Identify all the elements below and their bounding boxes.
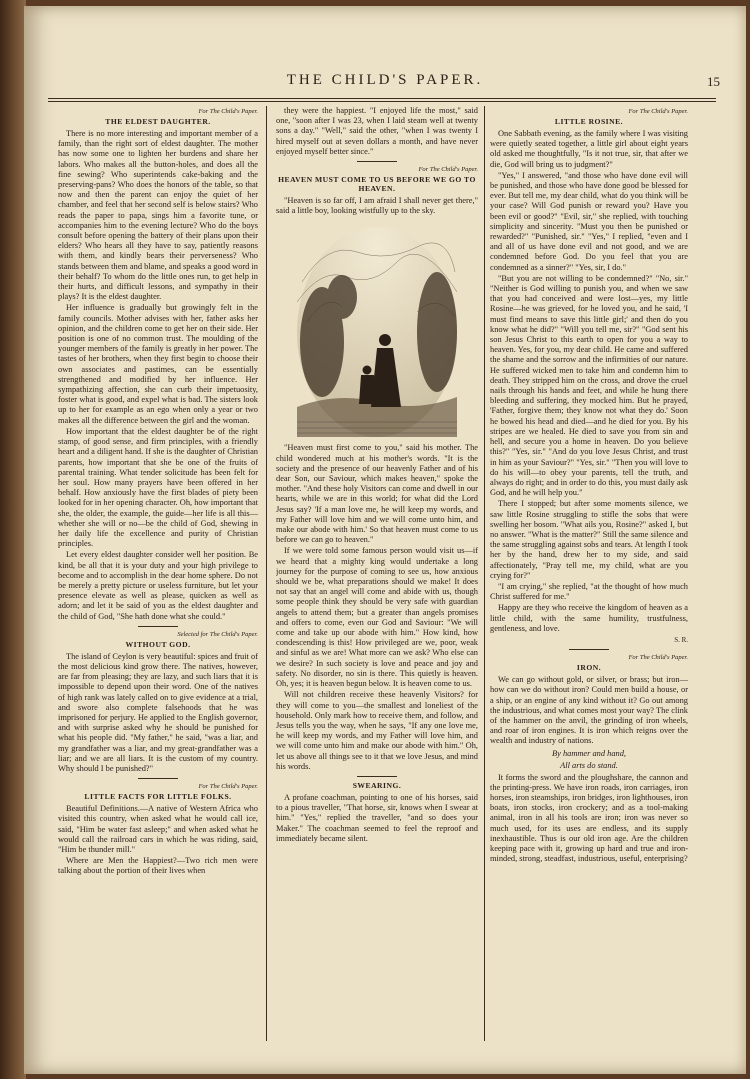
article-paragraph: Her influence is gradually but growingly felt in the family councils. Mother advises with her, father asks her opinion, and the children come to get her on their side. Her position is one of no common trust. The moulding of the younger members of the family is greatly in her power. The tastes of her brothers, when they first begin to choose their own associates and pastimes, can be essentially strengthened and modified by her influence. Her sympathizing affection, she can curb their impetuosity, foster what is good, and expel what is bad. The sisters look up to her for example as an ego when only a year or two makes all the difference between the girl and the woman.: [58, 303, 258, 425]
article-separator: [357, 161, 397, 162]
article-paragraph: "Yes," I answered, "and those who have done evil will be punished, and those who have done good be blessed for ever. But tell me, my dear child, what do you think will be your case? Will God punish or reward you? Have you been evil or good?" "Evil, sir," she replied, with touching simplicity and sincerity. "Must you then be punished or rewarded?" "Punished, sir." "Yes," I replied, "even and I and all of us have done evil and not good, and we are condemned before God. Do you feel that you are condemned as a sinner?" "Yes, sir, I do.": [490, 170, 688, 272]
article-paragraph: There is no more interesting and important member of a family, than the right sort of eldest daughter. The mother has now some one to lighten her burdens and share her labors. Who makes all the button-holes, and does all the fine sewing? Who superintends cake-baking and the preserving-pans? Who does the honors of the table, so that now and then the parent can enjoy the quiet of her chamber, and feel that her second self is below stairs? Who reads the paper to papa, sings him a favorite tune, or accompanies him to the evening lecture? Who do the boys consult before opening the battery of their plans upon their elders? Who hears all they have to say, patiently reasons with them, and kindly bears their perverseness? Who stands between them and blame, and speaks a good word in their behalf? To whom do the little ones run, to get help in their hurts, and difficult lessons, and sympathy in their plays? It is the eldest daughter.: [58, 129, 258, 302]
article-heading: THE ELDEST DAUGHTER.: [105, 117, 211, 126]
article-separator: [357, 776, 397, 777]
article-paragraph: Beautiful Definitions.—A native of Western Africa who visited this country, when asked what he would call ice, said, "Him be water fast asleep;" and when asked what he would call the railroad cars in which he was riding, said, "Him be thunder mill.": [58, 804, 258, 854]
article-paragraph: There I stopped; but after some moments silence, we saw little Rosine struggling to stifle the sobs that were swelling her bosom. "What ails you, Rosine?" asked I, but no answer. "What is the matter?" Still the same silence and the same struggling against sobs and tears. At length I took her by the hand, drew her to my side, and said affectionately, "Pray tell me, my child, what are you crying for?": [490, 499, 688, 580]
article-paragraph: We can go without gold, or silver, or brass; but iron—how can we do without iron? Could men build a house, or a ship, or an engine of any kind without it? Go out among the industrious, and what comes most your way? The clink of the hammer on the anvil, the grinding of iron wheels, and roar of iron engines. It is iron which reigns over the wealth and industry of nations.: [490, 675, 688, 746]
masthead-rule-double: [48, 101, 716, 102]
article-paragraph: Where are Men the Happiest?—Two rich men were talking about the portion of their lives when: [58, 856, 258, 876]
credit-line: For The Child's Paper.: [198, 108, 258, 115]
engraving-illustration: [297, 222, 457, 437]
book-binding: [0, 0, 26, 1079]
masthead-title: THE CHILD'S PAPER.: [286, 72, 484, 88]
article-paragraph: A profane coachman, pointing to one of his horses, said to a pious traveller, "That horse, sir, knows when I swear at him." "Yes," replied the traveller, "and so does your Maker." The coachman seemed to feel the reproof and immediately became silent.: [276, 792, 478, 843]
article-heading: HEAVEN MUST COME TO US BEFORE WE GO TO HEAVEN.: [278, 175, 476, 194]
article-heading: LITTLE ROSINE.: [554, 117, 624, 126]
credit-line: For The Child's Paper.: [198, 783, 258, 791]
article-paragraph: they were the happiest. "I enjoyed life the most," said one, "soon after I was 23, when I laid steam well at twenty sons a day." "Well," said the other, "when I was twenty I hired myself out at seven dollars a month, and have never enjoyed myself better since.": [276, 106, 478, 156]
article-separator: [569, 649, 609, 650]
article-separator: [138, 626, 178, 627]
article-paragraph: Happy are they who receive the kingdom of heaven as a little child, with the same humility, trustfulness, gentleness, and love.: [490, 603, 688, 633]
article-paragraph: Will not children receive these heavenly Visitors? for they will come to you—the smallest and loneliest of the household. Only mark how to receive them, and follow, and Jesus tells you the way, when he says, "If any one love me, he will keep my words, and my Father will love him, and we will come unto him and make our abode with him." Oh, let us above all things see to it that we love Jesus, and mind his words.: [276, 690, 478, 771]
article-paragraph: One Sabbath evening, as the family where I was visiting were quietly seated together, a little girl about eight years old asked me thoughtfully, "Is it not true, sir, that after we die, God will bring us to judgment?": [490, 129, 688, 169]
article-heading: LITTLE FACTS FOR LITTLE FOLKS.: [84, 792, 232, 802]
article-heading: WITHOUT GOD.: [125, 639, 191, 649]
article-paragraph: How important that the eldest daughter be of the right stamp, of good sense, and firm principles, with a friendly heart and a diligent hand. If she is the daughter of Christian parents, how important that she be one of the fruits of parental training. What tender solicitude has been felt for her soul. How many prayers have been offered in her behalf. How anxiously have the first blades of piety been looked for in her opening character. Oh, how important that she, the older, the example, the guide—her life is all this—whether she will or no—be the child of God, shewing in her daily life the excellence and purity of Christian principles.: [58, 426, 258, 549]
article-paragraph: Let every eldest daughter consider well her position. Be kind, be all that it is your duty and your high privilege to become and to accomplish in the dear home sphere. Do not be merely a pretty picture or useless furniture, but let your presence elevate as well as please, quicken as well as adorn; and let it be said of you as the eldest daughter and the child of God, "She hath done what she could.": [58, 550, 258, 621]
masthead: [24, 72, 746, 96]
newspaper-page: [24, 6, 746, 1074]
column-rule-right: [484, 106, 485, 1041]
article-paragraph: "Heaven must first come to you," said his mother. The child wondered much at his mother's words. "It is the society and the presence of our heavenly Father and of his dear Son, our Saviour, which makes heaven," spoke the mother. "And these holy Visitors can come and dwell in our hearts, while we are in this world; for what did the Lord Jesus say? 'If a man love me, he will keep my words, and my Father will love him and we will come unto him, and make our abode with him.' So that heaven must come to us before we can go to heaven.": [276, 443, 478, 545]
credit-line: For The Child's Paper.: [628, 108, 688, 115]
article-separator: [138, 778, 178, 779]
article-paragraph: "I am crying," she replied, "at the thought of how much Christ suffered for me.": [490, 581, 688, 602]
article-heading: SWEARING.: [352, 780, 402, 790]
column-rule-left: [266, 106, 267, 1041]
column-2: [276, 106, 478, 1041]
article-heading: IRON.: [576, 663, 602, 673]
article-paragraph: The island of Ceylon is very beautiful: spices and fruit of the most delicious kind grow there. The natives, however, are far from pleasing; they are lazy, and such liars that it is impossible to depend upon their word. One of the natives of high rank was lately called on to give evidence at a trial, and swore also complete falsehoods that he was imprisoned for perjury. He applied to the English governor, and with surprise asked why he should be punished for what his people did. "My father," he said, "was a liar, and my grandfather was a liar, and my great-grandfather was a liar; and we are all liars. It is the custom of my country. Why should I be punished?": [58, 651, 258, 773]
masthead-rule: [48, 98, 716, 99]
article-paragraph: If we were told some famous person would visit us—if we heard that a mighty king would undertake a long journey for the purpose of coming to see us, how anxious should we be, what preparations should we make! It does not say that an angel will come and abide with us, though some people think they should be very safe with guardian angels to attend them; but a greater than angels promises and offers to come, even our God and Saviour: "We will come and take up our abode with him." How kind, how condescending is this! How privileged are we, poor, weak and sinful as we are! What more can we ask? Who else can we desire? In such society is love and peace and joy and safety. No disorder, no sin is there. This quietly is heaven. Oh, yes; it is heaven begun below. It is heaven come to us.: [276, 546, 478, 689]
verse-line: All arts do stand.: [560, 760, 618, 770]
author-signature: S. R.: [674, 635, 688, 644]
page-number: 15: [707, 74, 720, 89]
article-paragraph: "But you are not willing to be condemned?" "No, sir." "Neither is God willing to punish you, and when we saw that you had conceived and were lost—yes, my little Rosine—he was grieved, for he loved you, and he said, 'I must find means to save this little girl;' and then do you know what he did?" "Will you tell me, sir?" "God sent his son Jesus Christ to this earth to open for you a way to heaven. Yes, for you, my dear child. He came and suffered the shame and the sorrow and the infirmities of our nature. He suffered wicked men to take him and condemn him to death. They stripped him on the cross, and drove the cruel nails through his hands and feet, and while he hung there bleeding and suffering, they mocked him. But he prayed, 'Father, forgive them; they know not what they do.' Soon he bowed his head and died—and he died for you. By his stripes are we healed. He died to save you from sin and hell, and secure you a home in heaven. Do you believe this?" "Yes, sir." "And do you love Jesus Christ, and trust in him as your Saviour?" "Yes, sir." "Then you will love to do his will—to obey your parents, tell the truth, and always do right; and in order to do this, you must daily ask God, and he will help you.": [490, 273, 688, 498]
credit-line: Selected for The Child's Paper.: [177, 630, 258, 638]
column-1: [58, 106, 258, 1041]
verse-line: By hammer and hand,: [552, 748, 626, 758]
credit-line: For The Child's Paper.: [418, 166, 478, 174]
credit-line: For The Child's Paper.: [628, 654, 688, 662]
article-paragraph: "Heaven is so far off, I am afraid I shall never get there," said a little boy, looking wistfully up to the sky.: [276, 196, 478, 216]
column-3: [490, 106, 688, 1041]
article-paragraph: It forms the sword and the ploughshare, the cannon and the printing-press. We have iron roads, iron carriages, iron horses, iron steamships, iron bridges, iron lighthouses, iron boats, iron stocks, iron crockery; and as a tool-making animal, iron in all his tools are iron; iron was never so much used, for its uses are endless, and its supply inexhaustible. Thus is our old iron age. Are the children keeping pace with it, growing up hard and true and iron-minded, strong, steadfast, industrious, useful, enterprising?: [490, 772, 688, 864]
